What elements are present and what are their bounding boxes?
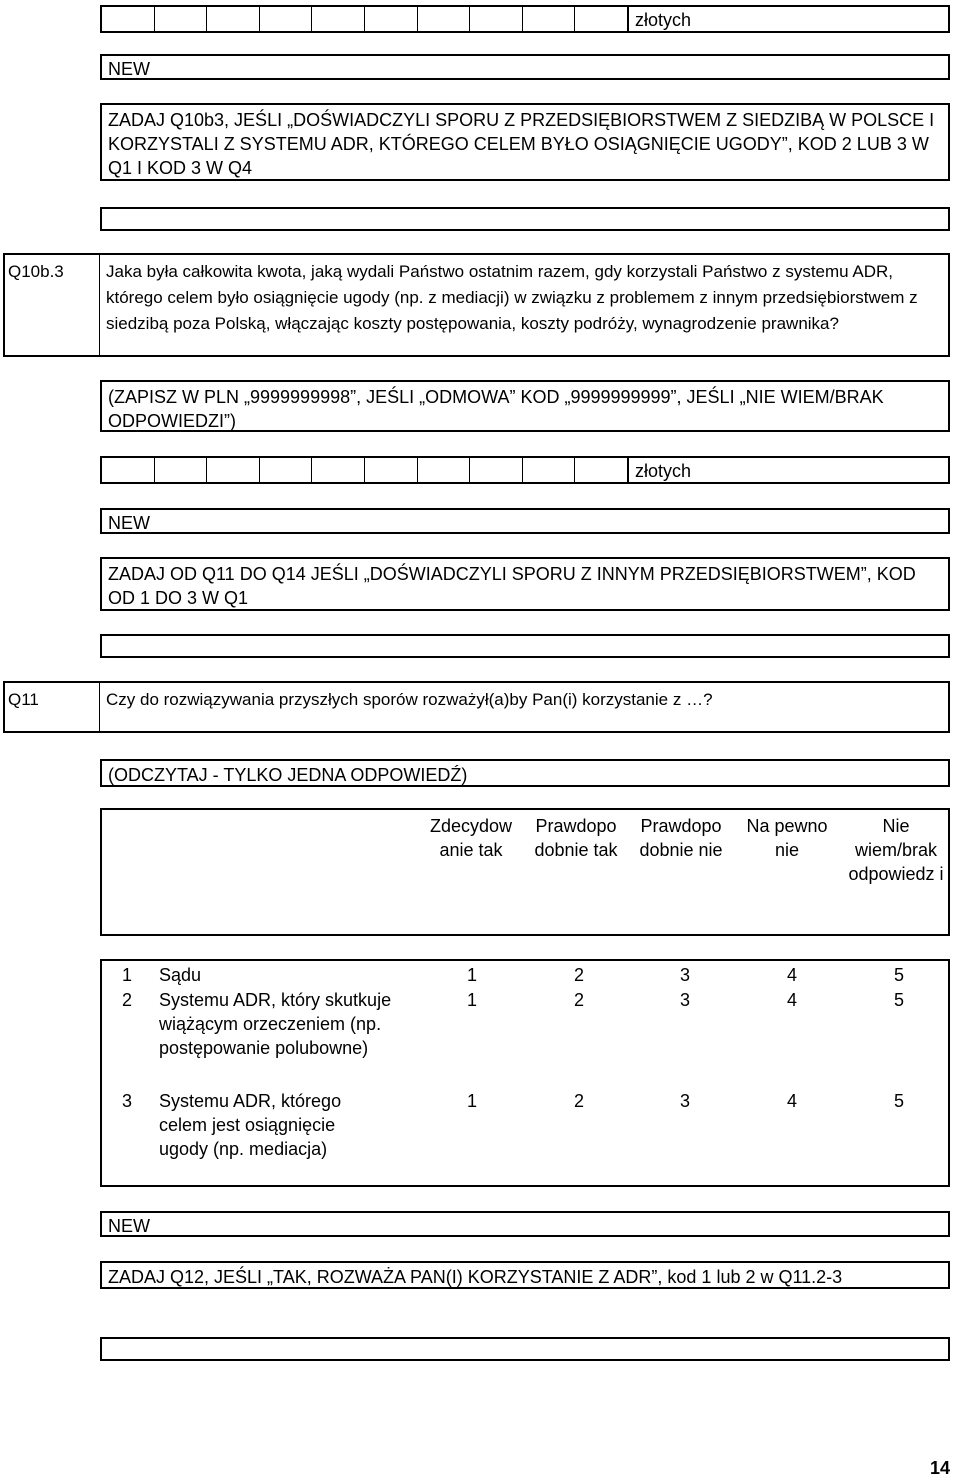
answer-code[interactable]: 3 [679,990,690,1010]
answer-code[interactable]: 2 [573,990,584,1010]
amount-input-row-top[interactable] [100,5,950,33]
answer-code[interactable]: 3 [679,1091,690,1111]
row-number: 3 [122,1091,133,1111]
answer-code[interactable]: 5 [893,965,904,985]
answer-code[interactable]: 4 [786,990,797,1010]
question-text: Jaka była całkowita kwota, jaką wydali Państwo ostatnim razem, gdy korzystali Państwo z systemu ADR, którego celem było osiągnięcie ugody (np. z mediacji) w związku z problemem z innym przedsiębiorstwem z siedzibą poza Polską, włączając koszty postępowania, koszty podróży, wynagrodzenie prawnika? [106,262,918,333]
column-header: Prawdopo dobnie nie [639,816,723,860]
instruction-q10b3: ZADAJ Q10b3, JEŚLI „DOŚWIADCZYLI SPORU Z PRZEDSIĘBIORSTWEM Z SIEDZIBĄ W POLSCE I KORZYSTALI Z SYSTEMU ADR, KTÓREGO CELEM BYŁO OSIĄGNIĘCIE UGODY”, KOD 2 LUB 3 W Q1 I KOD 3 W Q4 [100,103,950,181]
answer-header [100,808,950,936]
answer-code[interactable]: 1 [466,990,477,1010]
answer-code[interactable]: 5 [893,1091,904,1111]
divider [99,255,100,355]
answer-code[interactable]: 4 [786,965,797,985]
instruction-q11-q14: ZADAJ OD Q11 DO Q14 JEŚLI „DOŚWIADCZYLI SPORU Z INNYM PRZEDSIĘBIORSTWEM”, KOD OD 1 DO 3 W Q1 [100,557,950,611]
row-label: Systemu ADR, którego celem jest osiągnięcie ugody (np. mediacja) [159,1091,342,1159]
question-q10b3 [3,253,950,357]
spacer-box [100,634,950,658]
answer-code[interactable]: 4 [786,1091,797,1111]
question-text: Czy do rozwiązywania przyszłych sporów rozważył(a)by Pan(i) korzystanie z …? [106,690,713,709]
spacer-box [100,1337,950,1361]
new-label: NEW [100,1211,950,1237]
column-header: Nie wiem/brak odpowiedz i [848,816,944,884]
question-id: Q11 [8,690,39,709]
page-number: 14 [930,1458,951,1478]
row-label: Sądu [159,965,202,985]
column-header: Prawdopo dobnie tak [534,816,618,860]
row-number: 1 [122,965,133,985]
row-label: Systemu ADR, który skutkuje wiążącym orzeczeniem (np. postępowanie polubowne) [159,990,392,1058]
new-label: NEW [100,508,950,534]
answer-code[interactable]: 5 [893,990,904,1010]
amount-input-row[interactable] [100,456,950,484]
answer-code[interactable]: 1 [466,965,477,985]
divider [99,683,100,731]
answer-rows [100,959,950,1187]
instruction-q11-read: (ODCZYTAJ - TYLKO JEDNA ODPOWIEDŹ) [100,759,950,787]
answer-code[interactable]: 1 [466,1091,477,1111]
answer-code[interactable]: 2 [573,965,584,985]
currency-label: złotych [635,10,692,30]
answer-code[interactable]: 3 [679,965,690,985]
spacer-box [100,207,950,231]
question-q11 [3,681,950,733]
currency-label: złotych [635,461,692,481]
question-id: Q10b.3 [8,262,64,281]
answer-code[interactable]: 2 [573,1091,584,1111]
instruction-q10b3-record: (ZAPISZ W PLN „9999999998”, JEŚLI „ODMOWA” KOD „9999999999”, JEŚLI „NIE WIEM/BRAK ODPOWIEDZI”) [100,380,950,432]
column-header: Zdecydow anie tak [429,816,513,860]
instruction-q12: ZADAJ Q12, JEŚLI „TAK, ROZWAŻA PAN(I) KORZYSTANIE Z ADR”, kod 1 lub 2 w Q11.2-3 [100,1261,950,1289]
row-number: 2 [122,990,133,1010]
new-label: NEW [100,54,950,80]
column-header: Na pewno nie [746,816,828,860]
